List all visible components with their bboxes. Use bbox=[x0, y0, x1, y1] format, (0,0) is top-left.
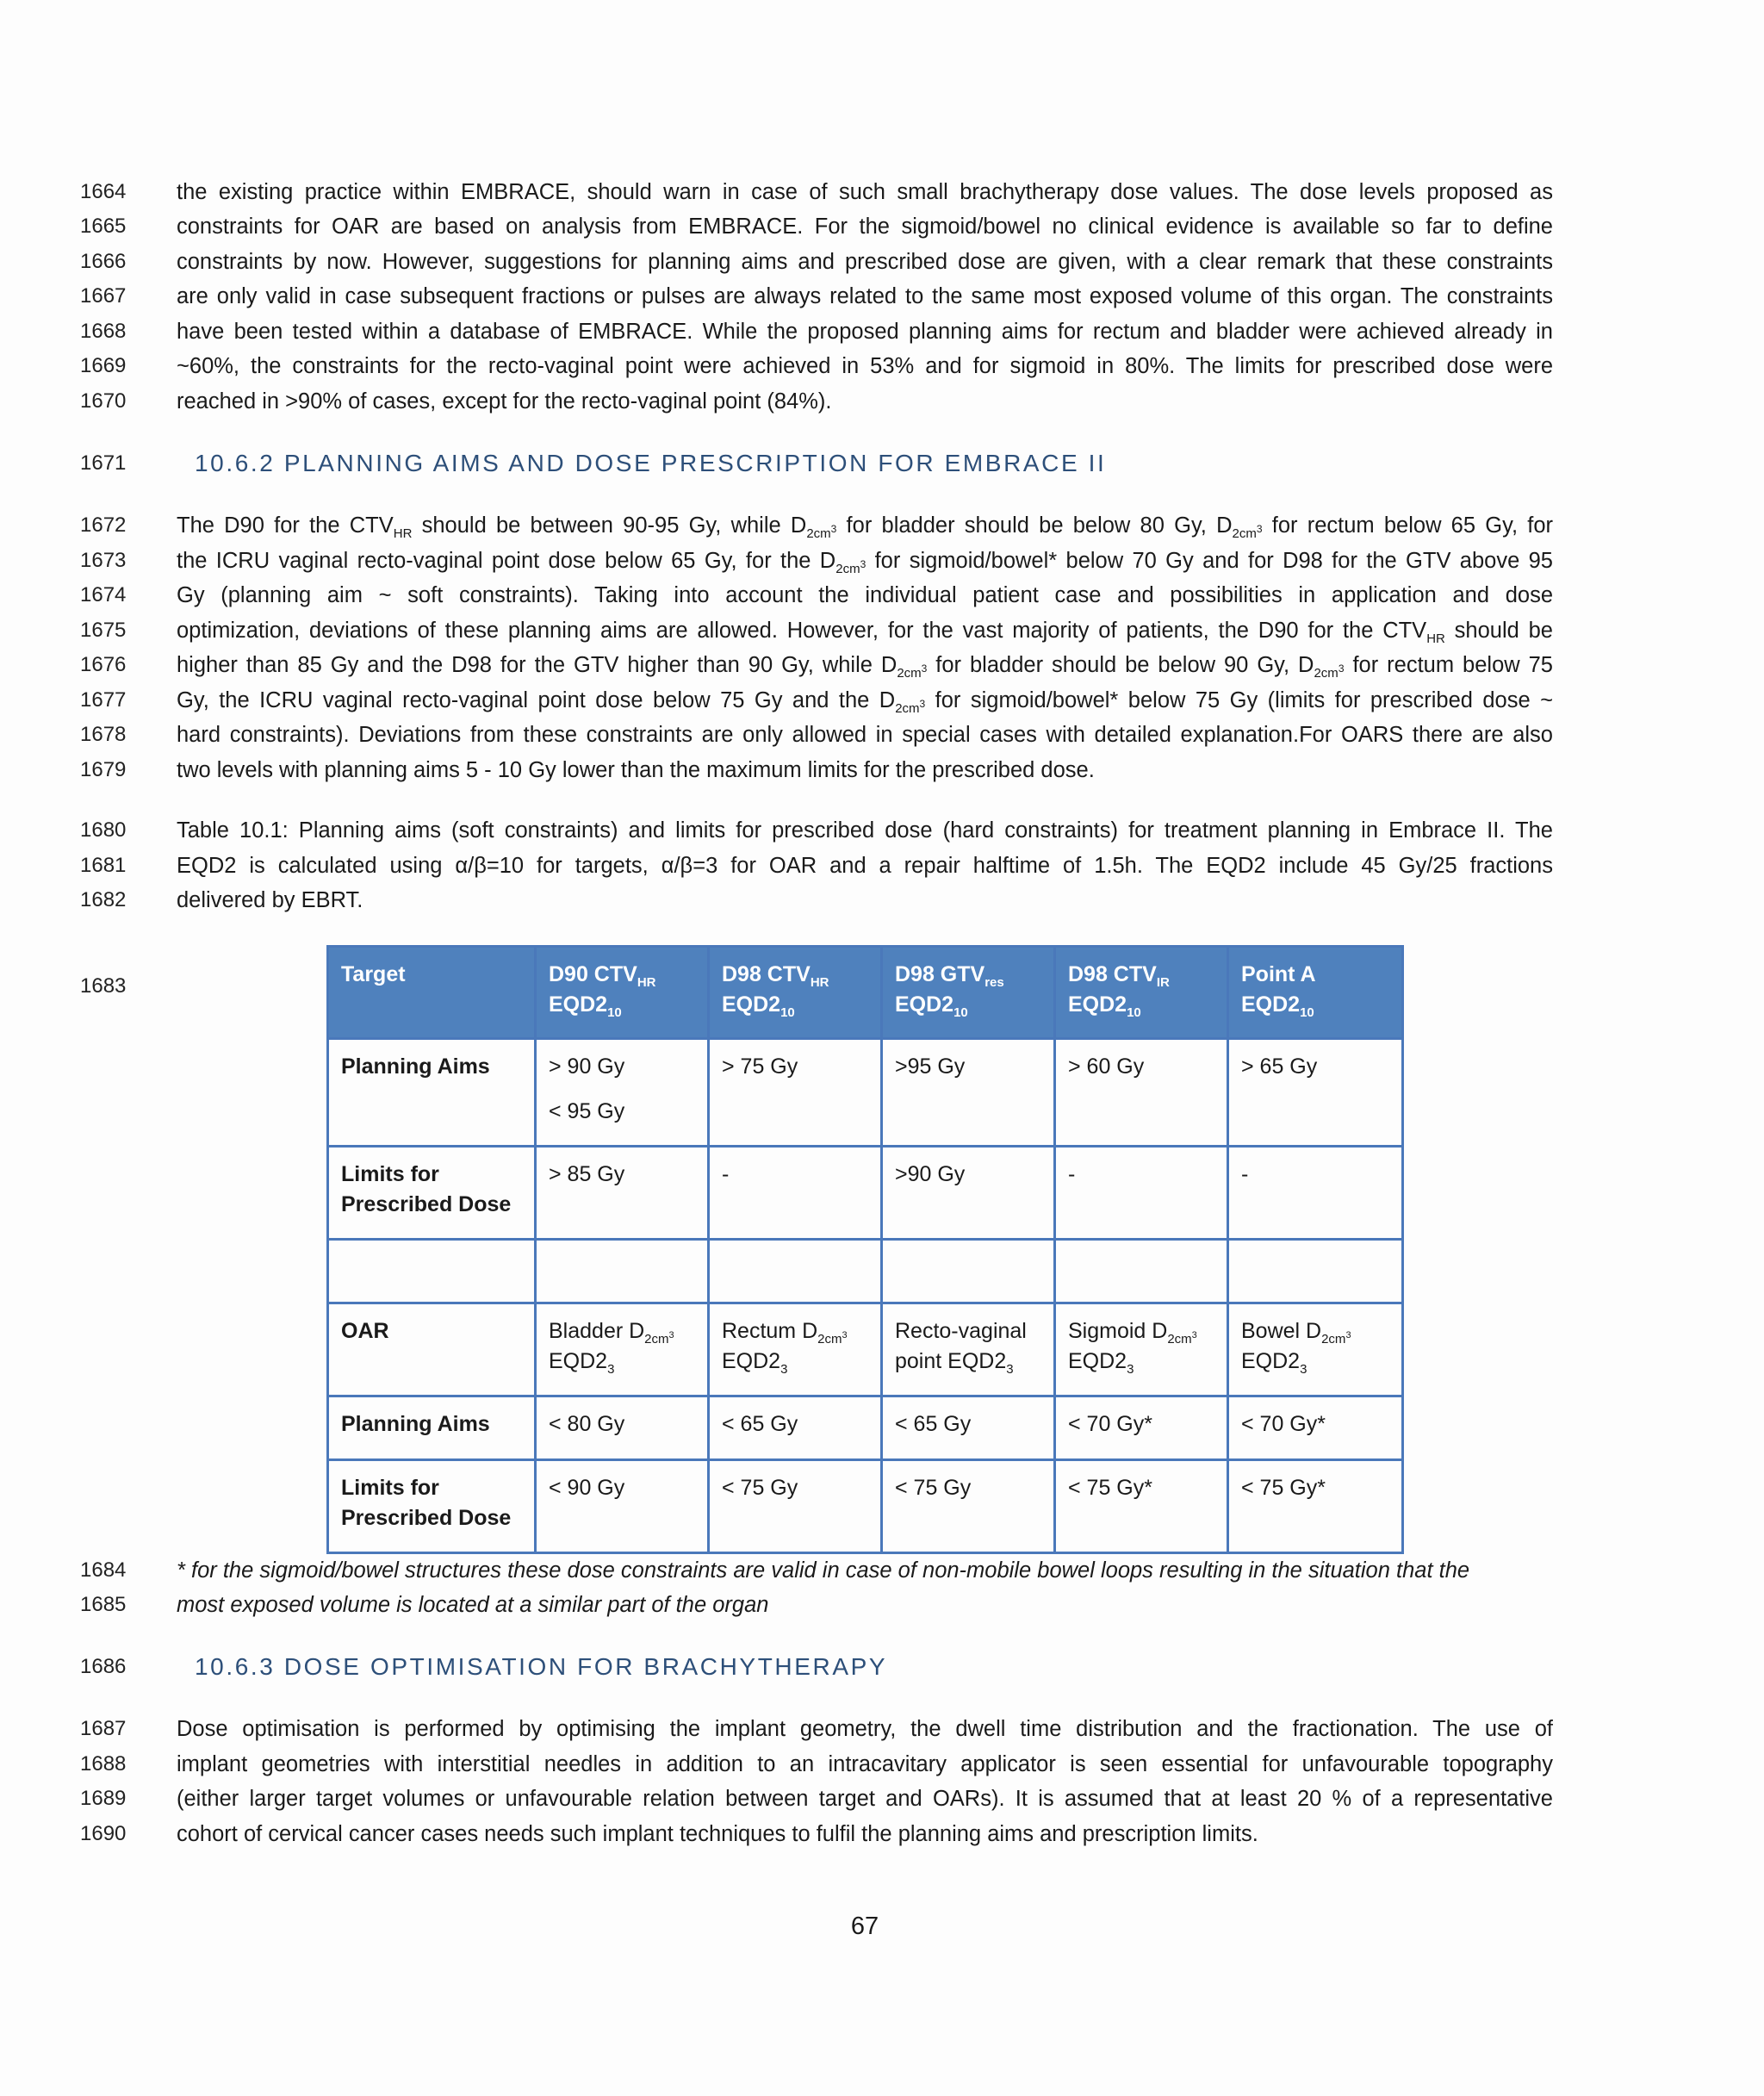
table-cell: < 75 Gy* bbox=[1055, 1460, 1228, 1553]
table-cell: < 70 Gy* bbox=[1228, 1396, 1403, 1460]
table-caption: Table 10.1: Planning aims (soft constraints) and limits for prescribed dose (hard constraints) for treatment planning in Embrace II. The bbox=[177, 818, 1553, 843]
header-cell: D98 $CTV_{HR}$ $EQD2_{10}$ bbox=[709, 947, 882, 1039]
text-line bbox=[0, 245, 1764, 279]
text-line bbox=[0, 613, 1764, 648]
header-cell: D90 $CTV_{HR}$ $EQD2_{10}$ bbox=[536, 947, 709, 1039]
line-number: 1674 bbox=[80, 583, 127, 606]
table-cell bbox=[536, 1240, 709, 1303]
paragraph-text: are only valid in case subsequent fractions or pulses are always related to the same most exposed volume of this organ. The constraints bbox=[177, 284, 1553, 308]
paragraph-text: the ICRU vaginal recto-vaginal point dose below 65 Gy, for the $D_{2cm^3}$ for sigmoid/bowel* below 70 Gy and for D98 for the GTV above 95 bbox=[177, 549, 1553, 577]
table-cell: Bowel $D_{2cm^3}$ $EQD2_3$ bbox=[1228, 1303, 1403, 1396]
page-number: 67 bbox=[850, 1913, 879, 1940]
table-cell: >90 Gy bbox=[882, 1147, 1055, 1240]
row-label: Planning Aims bbox=[328, 1039, 536, 1147]
line-number: 1679 bbox=[80, 758, 127, 781]
table-cell: Sigmoid $D_{2cm^3}$ $EQD2_3$ bbox=[1055, 1303, 1228, 1396]
table-cell: Recto-vaginal point $EQD2_3$ bbox=[882, 1303, 1055, 1396]
text-line bbox=[0, 314, 1764, 349]
paragraph-text: have been tested within a database of EMBRACE. While the proposed planning aims for rectum and bladder were achieved already in bbox=[177, 320, 1553, 344]
table-cell bbox=[328, 1240, 536, 1303]
table-cell: > 60 Gy bbox=[1055, 1039, 1228, 1147]
paragraph-text: hard constraints). Deviations from these constraints are only allowed in special cases with detailed explanation.For OARS there are also bbox=[177, 723, 1553, 747]
table-cell: < 75 Gy bbox=[709, 1460, 882, 1553]
line-number: 1689 bbox=[80, 1787, 127, 1810]
table-caption: delivered by EBRT. bbox=[177, 888, 363, 912]
section-heading bbox=[0, 1650, 1764, 1684]
table-row bbox=[328, 1039, 1403, 1147]
table-caption: EQD2 is calculated using α/β=10 for targets, α/β=3 for OAR and a repair halftime of 1.5h. The EQD2 include 45 Gy/25 fractions bbox=[177, 854, 1553, 878]
line-number: 1672 bbox=[80, 513, 127, 537]
line-number: 1673 bbox=[80, 549, 127, 572]
text-line bbox=[0, 1553, 1764, 1588]
table-row bbox=[328, 1460, 1403, 1553]
text-line bbox=[0, 1747, 1764, 1782]
line-number: 1668 bbox=[80, 320, 127, 343]
section-heading-text: 10.6.2 PLANNING AIMS AND DOSE PRESCRIPTION FOR EMBRACE II bbox=[195, 450, 1107, 476]
line-number: 1675 bbox=[80, 619, 127, 642]
text-line bbox=[0, 1588, 1764, 1622]
row-label: Planning Aims bbox=[328, 1396, 536, 1460]
paragraph-text: implant geometries with interstitial needles in addition to an intracavitary applicator is seen essential for unfavourable topography bbox=[177, 1752, 1553, 1776]
line-number: 1683 bbox=[80, 974, 127, 998]
paragraph-text: ~60%, the constraints for the recto-vaginal point were achieved in 53% and for sigmoid in 80%. The limits for prescribed dose were bbox=[177, 354, 1553, 378]
header-cell: D98 $GTV_{res}$ $EQD2_{10}$ bbox=[882, 947, 1055, 1039]
table-cell: < 75 Gy bbox=[882, 1460, 1055, 1553]
line-number: 1667 bbox=[80, 284, 127, 308]
paragraph-text: higher than 85 Gy and the D98 for the GTV higher than 90 Gy, while $D_{2cm^3}$ for bladder should be below 90 Gy, $D_{2cm^3}$ for rectum below 75 bbox=[177, 653, 1553, 681]
table-cell: < 80 Gy bbox=[536, 1396, 709, 1460]
section-heading-text: 10.6.3 DOSE OPTIMISATION FOR BRACHYTHERAPY bbox=[195, 1653, 888, 1680]
text-line bbox=[0, 849, 1764, 883]
line-number: 1687 bbox=[80, 1717, 127, 1740]
table-cell: - bbox=[1055, 1147, 1228, 1240]
text-line bbox=[0, 578, 1764, 613]
header-cell: Target bbox=[328, 947, 536, 1039]
paragraph-text: Gy, the ICRU vaginal recto-vaginal point dose below 75 Gy and the $D_{2cm^3}$ for sigmoid/bowel* below 75 Gy (limits for prescribed dose ~ bbox=[177, 688, 1553, 717]
table-cell: Bladder $D_{2cm^3}$ $EQD2_3$ bbox=[536, 1303, 709, 1396]
paragraph-text: constraints for OAR are based on analysis from EMBRACE. For the sigmoid/bowel no clinical evidence is available so far to define bbox=[177, 215, 1553, 239]
line-number: 1670 bbox=[80, 389, 127, 413]
line-number: 1690 bbox=[80, 1822, 127, 1845]
text-line bbox=[0, 209, 1764, 244]
table-row bbox=[328, 1147, 1403, 1240]
table-cell: > 75 Gy bbox=[709, 1039, 882, 1147]
paragraph-text: optimization, deviations of these planning aims are allowed. However, for the vast majority of patients, the D90 for the $CTV_{HR}$ should be bbox=[177, 619, 1553, 647]
paragraph-text: the existing practice within EMBRACE, should warn in case of such small brachytherapy dose values. The dose levels proposed as bbox=[177, 180, 1553, 204]
text-line bbox=[0, 648, 1764, 682]
table-cell: < 65 Gy bbox=[882, 1396, 1055, 1460]
text-line bbox=[0, 813, 1764, 848]
table-row bbox=[328, 1303, 1403, 1396]
text-line bbox=[0, 1712, 1764, 1746]
line-number: 1669 bbox=[80, 354, 127, 377]
line-number: 1684 bbox=[80, 1558, 127, 1582]
line-number: 1686 bbox=[80, 1655, 127, 1678]
table-cell bbox=[882, 1240, 1055, 1303]
table-cell: > 90 Gy < 95 Gy bbox=[536, 1039, 709, 1147]
table-footnote: * for the sigmoid/bowel structures these dose constraints are valid in case of non-mobile bowel loops resulting in the situation that the bbox=[177, 1558, 1470, 1583]
paragraph-text: Dose optimisation is performed by optimising the implant geometry, the dwell time distribution and the fractionation. The use of bbox=[177, 1717, 1553, 1741]
table-cell bbox=[1228, 1240, 1403, 1303]
paragraph-text: (either larger target volumes or unfavourable relation between target and OARs). It is assumed that at least 20 % of a representative bbox=[177, 1787, 1553, 1811]
table-cell: > 65 Gy bbox=[1228, 1039, 1403, 1147]
table-cell bbox=[709, 1240, 882, 1303]
line-number: 1685 bbox=[80, 1593, 127, 1616]
table-cell: > 85 Gy bbox=[536, 1147, 709, 1240]
line-number: 1680 bbox=[80, 818, 127, 842]
line-number: 1681 bbox=[80, 854, 127, 877]
line-number: 1666 bbox=[80, 250, 127, 273]
text-line bbox=[0, 508, 1764, 543]
text-line bbox=[0, 1817, 1764, 1851]
text-line bbox=[0, 279, 1764, 314]
dose-constraints-table bbox=[326, 945, 1401, 1554]
paragraph-text: cohort of cervical cancer cases needs such implant techniques to fulfil the planning aims and prescription limits. bbox=[177, 1822, 1258, 1846]
line-number: 1688 bbox=[80, 1752, 127, 1776]
table-cell: < 70 Gy* bbox=[1055, 1396, 1228, 1460]
line-number: 1664 bbox=[80, 180, 127, 203]
table-row-empty bbox=[328, 1240, 1403, 1303]
text-line bbox=[0, 544, 1764, 578]
table-cell: < 90 Gy bbox=[536, 1460, 709, 1553]
table-cell: - bbox=[709, 1147, 882, 1240]
line-number: 1682 bbox=[80, 888, 127, 911]
paragraph-text: reached in >90% of cases, except for the recto-vaginal point (84%). bbox=[177, 389, 832, 414]
line-number: 1678 bbox=[80, 723, 127, 746]
text-line bbox=[0, 883, 1764, 917]
text-line bbox=[0, 1782, 1764, 1816]
table-cell: >95 Gy bbox=[882, 1039, 1055, 1147]
line-number: 1677 bbox=[80, 688, 127, 712]
text-line bbox=[0, 683, 1764, 718]
row-label: OAR bbox=[328, 1303, 536, 1396]
paragraph-text: two levels with planning aims 5 - 10 Gy lower than the maximum limits for the prescribed dose. bbox=[177, 758, 1095, 782]
table-footnote: most exposed volume is located at a similar part of the organ bbox=[177, 1593, 769, 1617]
table-row bbox=[328, 1396, 1403, 1460]
table-cell: < 75 Gy* bbox=[1228, 1460, 1403, 1553]
paragraph-text: The D90 for the $CTV_{HR}$ should be between 90-95 Gy, while $D_{2cm^3}$ for bladder should be below 80 Gy, $D_{2cm^3}$ for rectum below 65 Gy, for bbox=[177, 513, 1553, 542]
section-heading bbox=[0, 446, 1764, 481]
table-cell: < 65 Gy bbox=[709, 1396, 882, 1460]
text-line bbox=[0, 718, 1764, 752]
header-cell: D98 $CTV_{IR}$ $EQD2_{10}$ bbox=[1055, 947, 1228, 1039]
text-line bbox=[0, 753, 1764, 787]
line-number: 1665 bbox=[80, 215, 127, 238]
paragraph-text: Gy (planning aim ~ soft constraints). Taking into account the individual patient case and possibilities in application and dose bbox=[177, 583, 1553, 607]
table-cell: Rectum $D_{2cm^3}$ $EQD2_3$ bbox=[709, 1303, 882, 1396]
row-label: Limits for Prescribed Dose bbox=[328, 1147, 536, 1240]
line-number: 1671 bbox=[80, 451, 127, 475]
paragraph-text: constraints by now. However, suggestions for planning aims and prescribed dose are given, with a clear remark that these constraints bbox=[177, 250, 1553, 274]
table-header-row bbox=[328, 947, 1403, 1039]
row-label: Limits for Prescribed Dose bbox=[328, 1460, 536, 1553]
text-line bbox=[0, 349, 1764, 383]
text-line bbox=[0, 384, 1764, 419]
line-number: 1676 bbox=[80, 653, 127, 676]
text-line bbox=[0, 175, 1764, 209]
table-cell: - bbox=[1228, 1147, 1403, 1240]
table-cell bbox=[1055, 1240, 1228, 1303]
header-cell: Point A $EQD2_{10}$ bbox=[1228, 947, 1403, 1039]
